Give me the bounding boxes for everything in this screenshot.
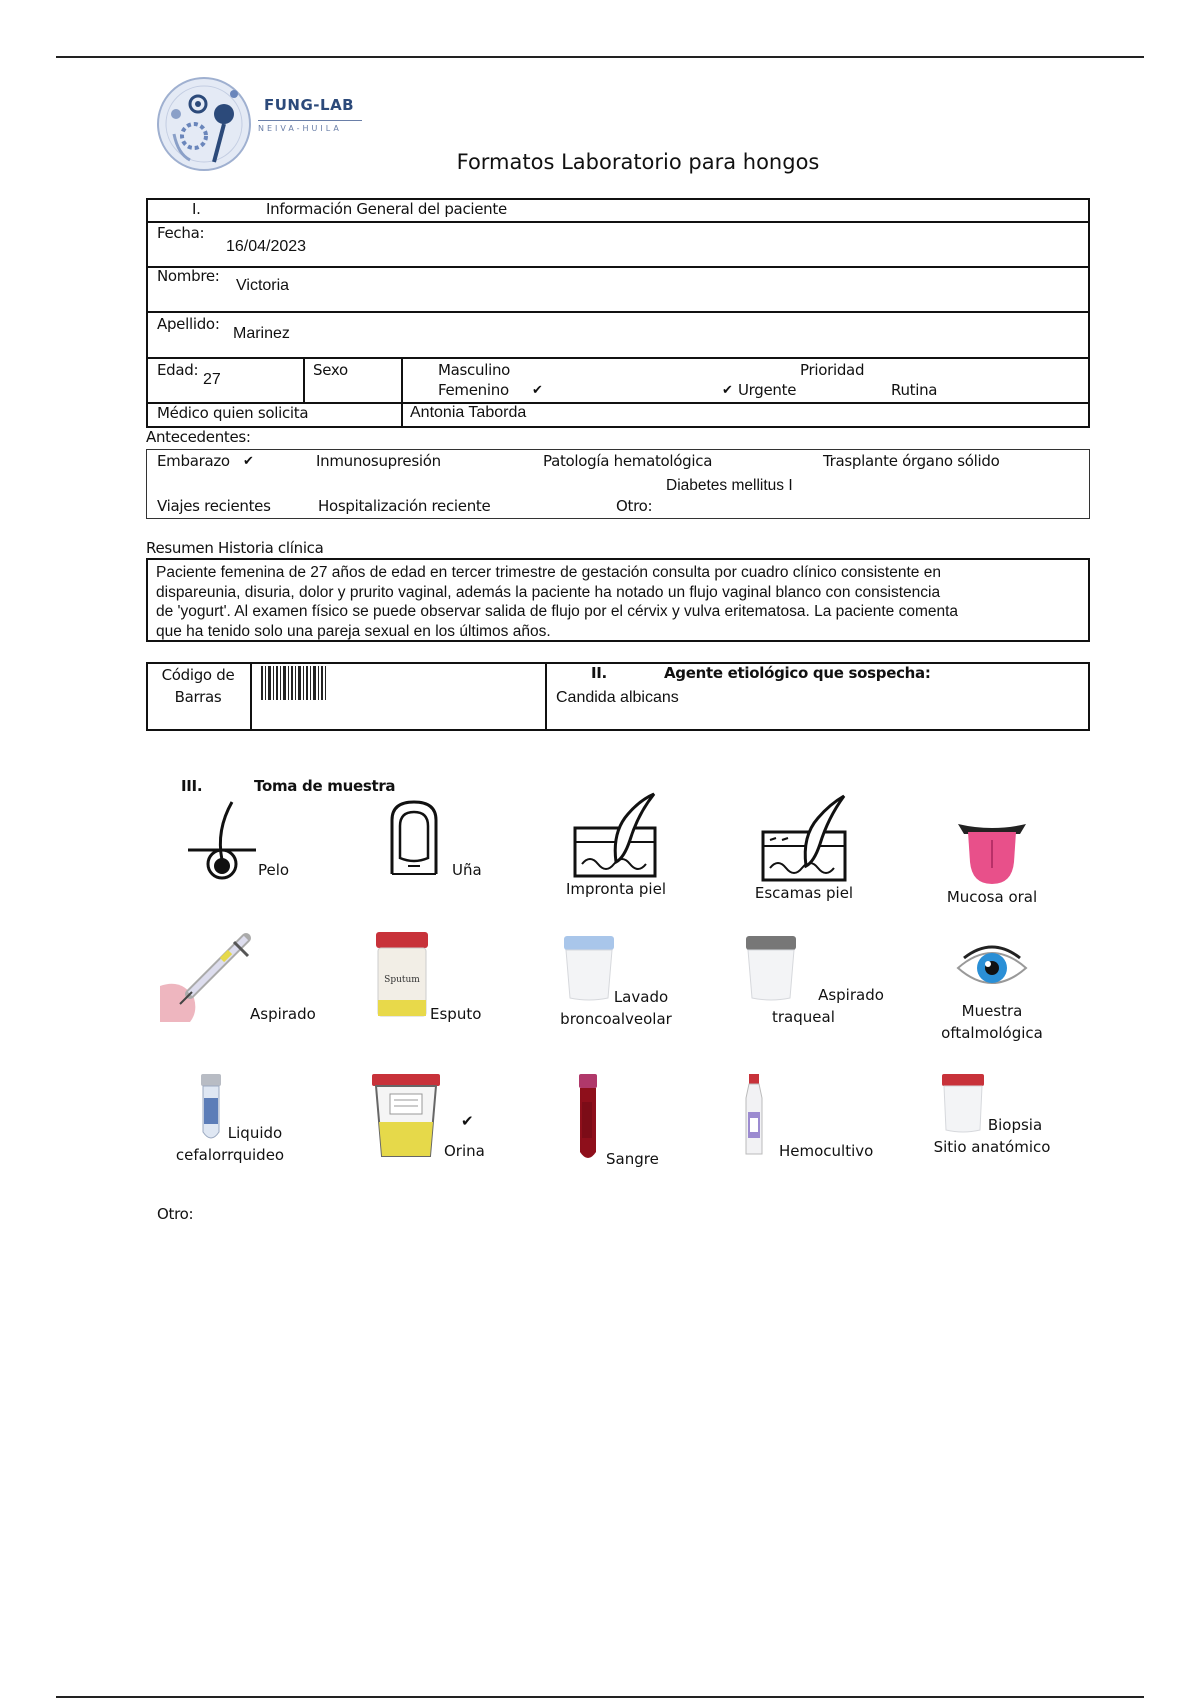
sample-label-esputo[interactable]: Esputo xyxy=(430,1005,482,1023)
resumen-title: Resumen Historia clínica xyxy=(146,539,324,557)
eye-icon xyxy=(954,942,1030,994)
sample-label-pelo[interactable]: Pelo xyxy=(258,861,290,879)
patologia-option[interactable]: Patología hematológica xyxy=(543,452,713,470)
codigo-line: Código de xyxy=(161,666,235,684)
skin-imprint-icon xyxy=(572,792,662,880)
label-line: Sitio anatómico xyxy=(933,1138,1051,1156)
sample-label-biopsia[interactable] xyxy=(916,1114,1068,1158)
col-divider xyxy=(545,662,547,731)
row-divider xyxy=(146,221,1090,223)
femenino-check-icon: ✔ xyxy=(532,382,543,397)
sample-label-una[interactable]: Uña xyxy=(452,861,482,879)
codigo-line: Barras xyxy=(174,688,222,706)
bottom-rule xyxy=(56,1696,1144,1698)
label-line: Liquido xyxy=(227,1124,283,1142)
section3-number: III. xyxy=(181,777,203,795)
antecedentes-title: Antecedentes: xyxy=(146,428,251,446)
sputum-jar-text: Sputum xyxy=(384,975,420,985)
section2-title: Agente etiológico que sospecha: xyxy=(664,664,931,682)
codigo-barras-label xyxy=(146,664,250,708)
prioridad-label: Prioridad xyxy=(800,361,865,379)
page-title: Formatos Laboratorio para hongos xyxy=(456,150,820,174)
rutina-option[interactable]: Rutina xyxy=(891,381,938,399)
masculino-option[interactable]: Masculino xyxy=(438,361,511,379)
sample-label-escamas[interactable]: Escamas piel xyxy=(754,884,854,902)
edad-label: Edad: xyxy=(157,361,199,379)
label-line: cefalorrquideo xyxy=(175,1146,285,1164)
nail-icon xyxy=(386,798,442,876)
logo-name: FUNG-LAB xyxy=(264,96,355,114)
resumen-box[interactable] xyxy=(146,558,1090,642)
sample-label-aspirado[interactable]: Aspirado xyxy=(250,1005,316,1023)
row-divider xyxy=(146,357,1090,359)
col-divider xyxy=(303,357,305,403)
skin-scales-icon xyxy=(760,794,850,884)
label-line: oftalmológica xyxy=(941,1024,1043,1042)
hospitalizacion-option[interactable]: Hospitalización reciente xyxy=(318,497,491,515)
section3-title: Toma de muestra xyxy=(254,777,396,795)
fecha-label: Fecha: xyxy=(157,224,205,242)
resumen-line: que ha tenido solo una pareja sexual en los últimos años. xyxy=(156,622,551,640)
femenino-option[interactable]: Femenino xyxy=(438,381,509,399)
nombre-label: Nombre: xyxy=(157,267,220,285)
resumen-line: de 'yogurt'. Al examen físico se puede observar salida de flujo por el cérvix y vulva eritematosa. La paciente comenta xyxy=(156,603,959,620)
urine-cup-icon xyxy=(370,1072,442,1158)
embarazo-option[interactable]: Embarazo xyxy=(157,452,230,470)
sample-label-liquido[interactable] xyxy=(170,1122,310,1166)
resumen-line: Paciente femenina de 27 años de edad en tercer trimestre de gestación consulta por cuadro clínico consistente en xyxy=(156,564,941,581)
section1-title: Información General del paciente xyxy=(266,200,507,218)
blood-culture-bottle-icon xyxy=(742,1072,766,1158)
sexo-label: Sexo xyxy=(313,361,348,379)
top-rule xyxy=(56,56,1144,58)
col-divider xyxy=(250,662,252,731)
sample-label-sangre[interactable]: Sangre xyxy=(606,1150,659,1168)
viajes-option[interactable]: Viajes recientes xyxy=(157,497,271,515)
edad-value[interactable]: 27 xyxy=(203,371,221,388)
row-divider xyxy=(146,311,1090,313)
label-line: broncoalveolar xyxy=(560,1010,672,1028)
label-line: Muestra xyxy=(961,1002,1023,1020)
urgente-option[interactable]: Urgente xyxy=(738,381,797,399)
agente-value[interactable]: Candida albicans xyxy=(556,689,679,706)
logo-divider xyxy=(258,120,362,121)
sample-label-aspirado-traqueal[interactable] xyxy=(766,984,886,1028)
sample-label-orina[interactable]: Orina xyxy=(444,1142,485,1160)
aspirate-icon xyxy=(160,932,256,1022)
section2-number: II. xyxy=(591,664,607,682)
label-line: Lavado xyxy=(613,988,669,1006)
apellido-label: Apellido: xyxy=(157,315,220,333)
col-divider xyxy=(401,357,403,428)
sample-label-oftalmologica[interactable] xyxy=(916,1000,1068,1044)
row-divider xyxy=(146,266,1090,268)
inmunosupresion-option[interactable]: Inmunosupresión xyxy=(316,452,441,470)
oral-mucosa-icon xyxy=(954,818,1030,888)
section1-number: I. xyxy=(192,200,201,218)
resumen-line: dispareunia, disuria, dolor y prurito vaginal, además la paciente ha notado un flujo vaginal blanco con consistencia xyxy=(156,583,941,601)
patient-info-table xyxy=(146,198,1090,428)
urgente-check-icon: ✔ xyxy=(722,382,733,397)
diabetes-option[interactable]: Diabetes mellitus I xyxy=(666,477,793,494)
barcode-icon xyxy=(261,666,327,702)
label-line: Aspirado xyxy=(818,986,884,1004)
sample-label-lavado[interactable] xyxy=(540,986,692,1030)
embarazo-check-icon: ✔ xyxy=(243,453,254,468)
sample-label-impronta[interactable]: Impronta piel xyxy=(565,880,666,898)
apellido-value[interactable]: Marinez xyxy=(233,325,290,342)
otro-muestra-label: Otro: xyxy=(157,1205,194,1223)
fecha-value[interactable]: 16/04/2023 xyxy=(226,238,307,255)
otro-antecedente-label: Otro: xyxy=(616,497,653,515)
nombre-value[interactable]: Victoria xyxy=(236,277,290,294)
trasplante-option[interactable]: Trasplante órgano sólido xyxy=(823,452,1000,470)
resumen-text xyxy=(156,563,958,641)
sputum-jar-icon xyxy=(374,930,430,1020)
logo-subtitle: NEIVA-HUILA xyxy=(258,124,342,133)
label-line: Biopsia xyxy=(987,1116,1043,1134)
medico-label: Médico quien solicita xyxy=(157,404,309,422)
sample-label-hemocultivo[interactable]: Hemocultivo xyxy=(779,1142,874,1160)
hair-icon xyxy=(186,800,258,882)
blood-tube-icon xyxy=(576,1072,600,1162)
sample-label-mucosa[interactable]: Mucosa oral xyxy=(946,888,1038,906)
label-line: traqueal xyxy=(772,1008,835,1026)
medico-value[interactable]: Antonia Taborda xyxy=(410,404,527,421)
orina-check-icon: ✔ xyxy=(461,1113,474,1130)
